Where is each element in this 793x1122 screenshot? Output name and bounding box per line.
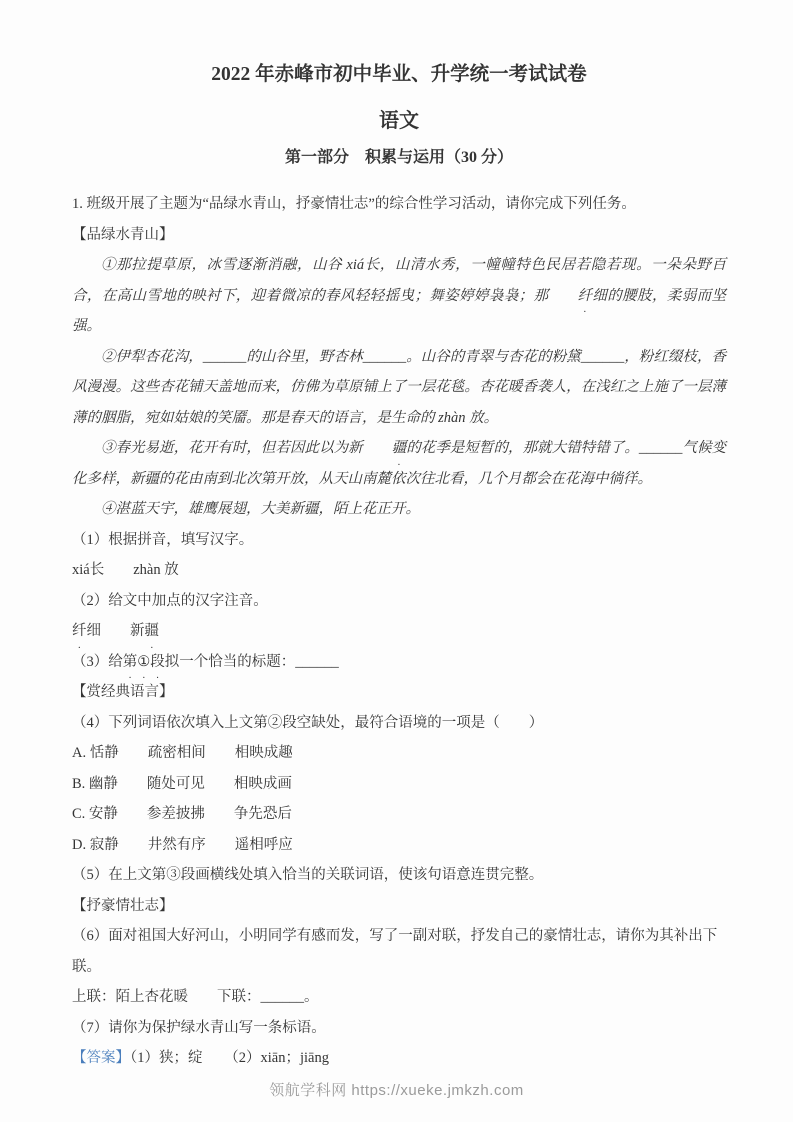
answer-line [72, 1043, 726, 1074]
emphasized-char: 纤 [72, 623, 87, 639]
tag-green-mountains: 【品绿水青山】 [72, 226, 174, 243]
sub-question-5: （5）在上文第③段画横线处填入恰当的关联词语，使该句语意连贯完整。 [72, 867, 544, 883]
question-1-intro: 1. 班级开展了主题为“品绿水青山，抒豪情壮志”的综合性学习活动，请你完成下列任务。 [72, 196, 636, 212]
annotated-words: 纤细 新疆 [72, 616, 726, 647]
pinyin-fill-words: xiá长 zhàn 放 [72, 562, 179, 578]
couplet-line: 上联：陌上杏花暖 下联：______。 [72, 989, 319, 1005]
tag-ambition: 【抒豪情壮志】 [72, 897, 174, 914]
sub-question-2: （2）给文中加点的汉字注音。 [72, 592, 268, 609]
emphasized-char: 疆 [391, 440, 407, 456]
passage-paragraph-1: ①那拉提草原，冰雪逐渐消融，山谷 xiá长，山清水秀，一幢幢特色民居若隐若现。一朵朵野百合，在高山雪地的映衬下，迎着微凉的春风轻轻摇曳；舞姿婷婷袅袅；那 纤细的腰肢，柔弱而坚强。 [72, 257, 727, 334]
sub-question-6: （6）面对祖国大好河山，小明同学有感而发，写了一副对联，抒发自己的豪情壮志，请你为其补出下联。 [72, 928, 718, 975]
passage-paragraph-3: ③春光易逝，花开有时，但若因此以为新 疆的花季是短暂的，那就大错特错了。______气候变化多样，新疆的花由南到北次第开放，从天山南麓依次往北看，几个月都会在花海中徜徉。 [72, 433, 726, 494]
sub-question-4: （4）下列词语依次填入上文第②段空缺处，最符合语境的一项是（ ） [72, 714, 544, 731]
option-c: C. 安静 参差披拂 争先恐后 [72, 806, 292, 822]
emphasized-char: 第 [122, 653, 138, 670]
answer-label: 【答案】 [72, 1050, 130, 1066]
passage-paragraph-2: ②伊犁杏花沟，______的山谷里，野杏林______。山谷的青翠与杏花的粉黛______，粉红缀枝，香风漫漫。这些杏花铺天盖地而来，仿佛为草原铺上了一层花毯。杏花暖香袭人，在浅红之上施了一层薄薄的胭脂，宛如姑娘的笑靥。那是春天的语言，是生命的 zhàn 放。 [72, 348, 726, 426]
option-b: B. 幽静 随处可见 相映成画 [72, 775, 292, 792]
emphasized-char: 纤 [577, 287, 592, 304]
sub-question-1: （1）根据拼音，填写汉字。 [72, 531, 254, 548]
exam-subject: 语文 [379, 110, 419, 132]
option-a: A. 恬静 疏密相间 相映成趣 [72, 745, 293, 761]
emphasized-char: 疆 [144, 623, 159, 639]
emphasized-char: 段 [150, 653, 165, 670]
answer-text: （1）狭；绽 （2）xiān；jiāng [130, 1050, 329, 1066]
watermark-footer: 领航学科网 https://xueke.jmkzh.com [269, 1082, 524, 1099]
exam-title: 2022 年赤峰市初中毕业、升学统一考试试卷 [211, 64, 587, 85]
tag-classic-language: 【赏经典语言】 [72, 684, 174, 700]
option-d: D. 寂静 井然有序 遥相呼应 [72, 836, 293, 853]
section-heading: 第一部分 积累与运用（30 分） [284, 149, 513, 166]
passage-paragraph-4: ④湛蓝天宇，雄鹰展翅，大美新疆，陌上花正开。 [101, 501, 420, 517]
sub-question-3: （3）给第① ·段拟一个恰当的标题：______ [72, 647, 726, 678]
emphasized-char: ① · [137, 647, 150, 678]
sub-question-7: （7）请你为保护绿水青山写一条标语。 [72, 1019, 326, 1036]
